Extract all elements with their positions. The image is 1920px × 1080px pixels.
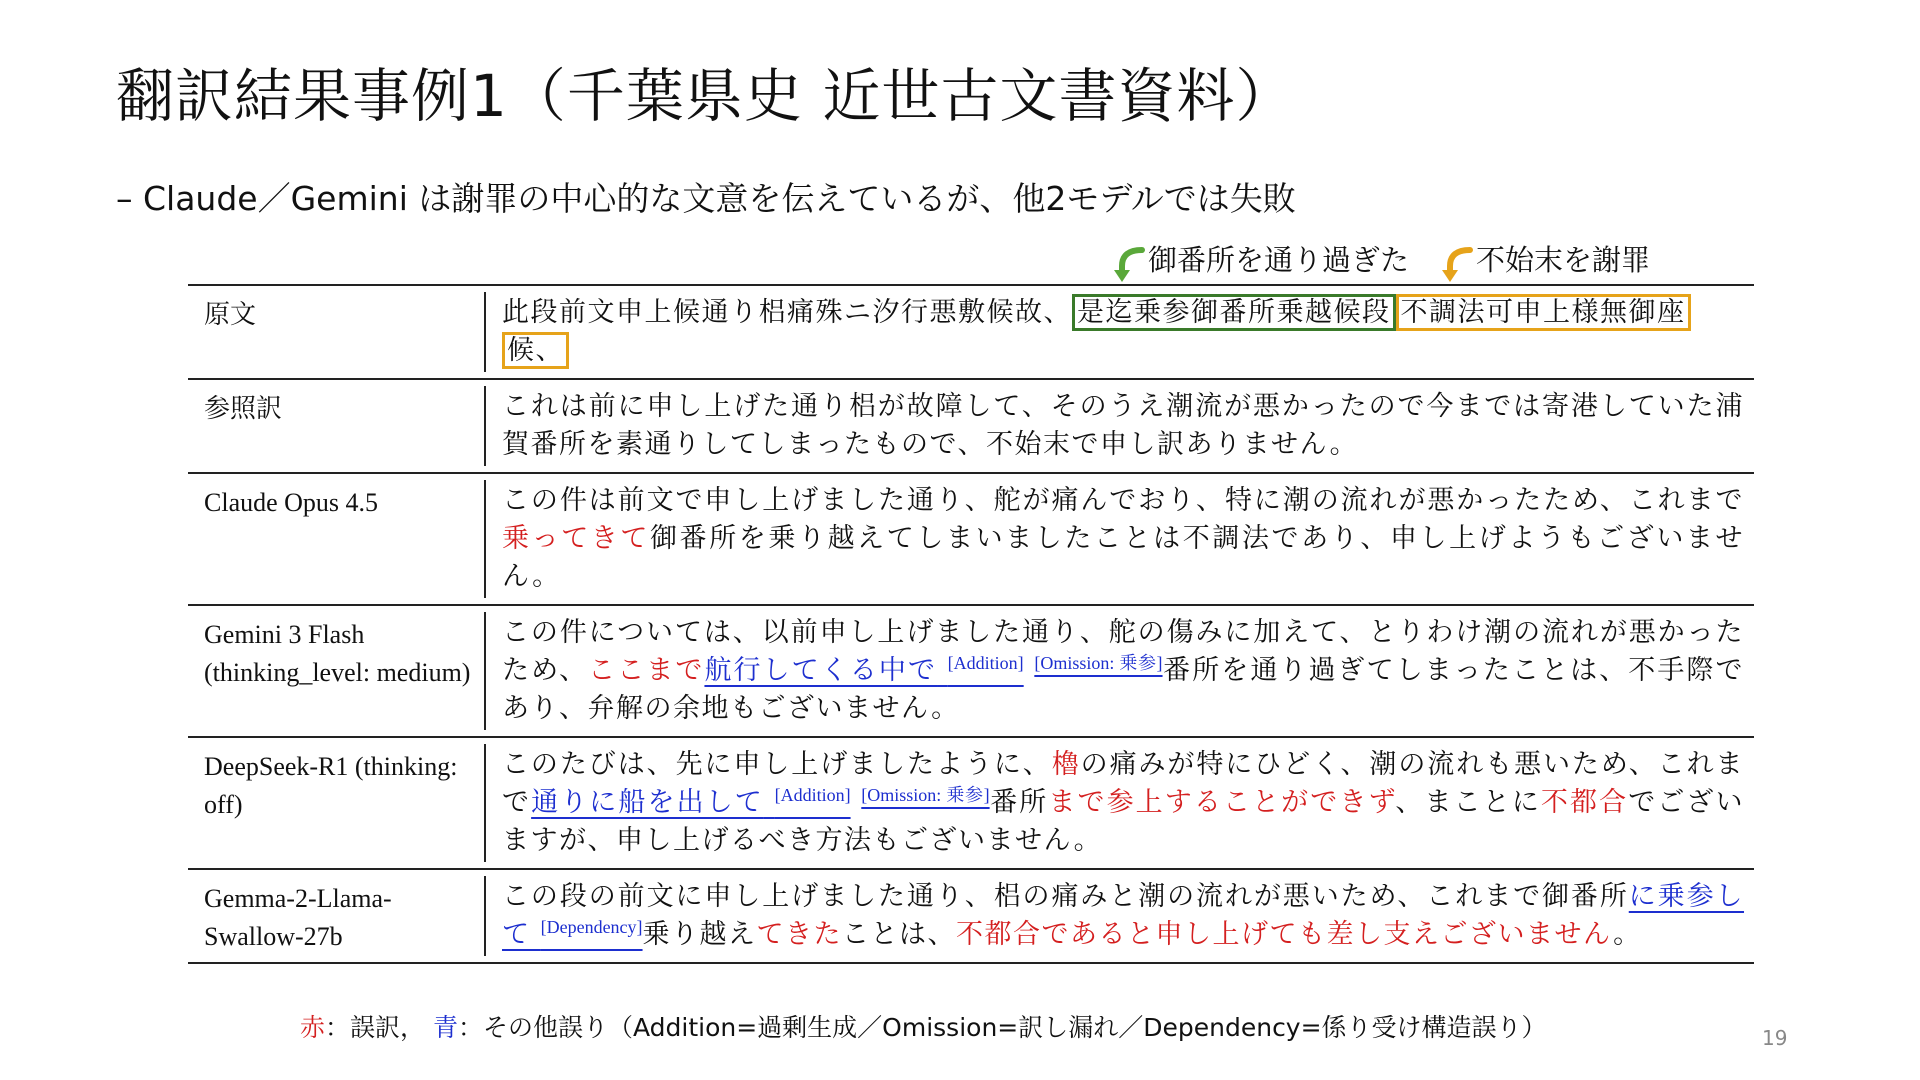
text-segment: ことは、: [842, 919, 957, 950]
table-row-claude: [188, 474, 1754, 606]
text-segment: 乗り越え: [642, 919, 757, 950]
original-text: 此段前文申上候通り梠痛殊ニ汐行悪敷候故、: [502, 297, 1072, 328]
row-content: [484, 480, 1754, 598]
text-segment: 、まことに: [1395, 787, 1541, 818]
error-blue-text: 航行してくる中で: [704, 655, 938, 686]
error-red: ここまで: [588, 655, 705, 686]
page-title: 翻訳結果事例1（千葉県史 近世古文書資料）: [116, 62, 1295, 130]
error-tag-omission: [Omission: 乗参]: [861, 785, 990, 805]
error-tag: [Addition]: [774, 785, 851, 805]
error-tag-omission: [Omission: 乗参]: [1034, 653, 1163, 673]
error-red: 櫓: [1051, 749, 1081, 780]
curved-arrow-orange-icon: [1440, 244, 1474, 284]
text-segment: 御番所を乗り越えてしまいましたことは不調法であり、申し上げようもございません。: [502, 523, 1745, 592]
error-tag: [Dependency]: [540, 917, 643, 937]
text-segment: 。: [1613, 919, 1642, 950]
row-content: [484, 876, 1754, 956]
text-segment: この段の前文に申し上げました通り、梠の痛みと潮の流れが悪いため、これまで御番所: [502, 881, 1629, 912]
text-segment: 番所: [989, 787, 1049, 818]
table-row-original: [188, 286, 1754, 380]
error-tag: [Addition]: [947, 653, 1024, 673]
text-segment: 番所を通り過ぎてしまったことは、不手際であり、弁解の余地もございません。: [502, 655, 1744, 724]
text-segment: この件は前文で申し上げました通り、舵が痛んでおり、特に潮の流れが悪かったため、これまで: [502, 485, 1744, 516]
text-segment: の痛みが特にひどく、潮の流れも悪いため、これまで: [502, 749, 1745, 818]
curved-arrow-green-icon: [1112, 244, 1146, 284]
legend-blue-label: 青: [432, 1013, 458, 1042]
row-content: [484, 292, 1754, 372]
legend-blue-text: ：その他誤り（Addition=過剰生成／Omission=訳し漏れ／Dependency=係り受け構造誤り）: [458, 1013, 1547, 1042]
table-row-gemma: [188, 870, 1754, 962]
error-blue-text: に乗参して: [502, 881, 1745, 950]
row-label: 原文: [204, 300, 257, 329]
row-content: [484, 744, 1754, 862]
error-blue-text: 通りに船を出して: [531, 787, 764, 818]
highlight-orange-box-cont: 候、: [502, 332, 569, 369]
row-content: [484, 612, 1754, 730]
row-label: Gemini 3 Flash (thinking_level: medium): [204, 620, 471, 687]
error-blue: [704, 655, 1023, 686]
error-red: 不都合: [1540, 787, 1629, 818]
callout-orange-label: 不始末を謝罪: [1476, 243, 1651, 277]
row-label: Claude Opus 4.5: [204, 488, 379, 517]
error-red: 乗ってきて: [502, 523, 650, 554]
page-number: 19: [1762, 1026, 1788, 1050]
table-row-deepseek: [188, 738, 1754, 870]
callout-green-label: 御番所を通り過ぎた: [1148, 243, 1410, 277]
text-segment: でございますが、申し上げるべき方法もございません。: [502, 787, 1745, 856]
error-red: 不都合であると申し上げても差し支えございません: [956, 919, 1614, 950]
color-legend: [300, 1010, 1547, 1046]
text-segment: このたびは、先に申し上げましたように、: [502, 749, 1052, 780]
row-label: Gemma-2-Llama-Swallow-27b: [204, 884, 392, 951]
subtitle-bullet: – Claude／Gemini は謝罪の中心的な文意を伝えているが、他2モデルでは失敗: [116, 179, 1296, 218]
highlight-green-box: 是迄乗参御番所乗越候段: [1072, 294, 1396, 331]
legend-red-text: ：誤訳，: [325, 1013, 426, 1042]
table-row-reference: [188, 380, 1754, 474]
error-red: まで参上することができず: [1048, 787, 1396, 818]
table-row-gemini: [188, 606, 1754, 738]
row-label: 参照訳: [204, 394, 283, 423]
error-red: てきた: [756, 919, 843, 950]
row-label: DeepSeek-R1 (thinking: off): [204, 752, 458, 819]
error-blue: [531, 787, 850, 818]
text-segment: この件については、以前申し上げました通り、舵の傷みに加えて、とりわけ潮の流れが悪かったため、: [502, 617, 1744, 686]
row-content: これは前に申し上げた通り梠が故障して、そのうえ潮流が悪かったので今までは寄港していた浦賀番所を素通りしてしまったもので、不始末で申し訳ありません。: [484, 386, 1754, 466]
highlight-orange-box: 不調法可申上様無御座: [1396, 294, 1691, 331]
legend-red-label: 赤: [300, 1013, 326, 1042]
translation-table: [188, 284, 1754, 964]
